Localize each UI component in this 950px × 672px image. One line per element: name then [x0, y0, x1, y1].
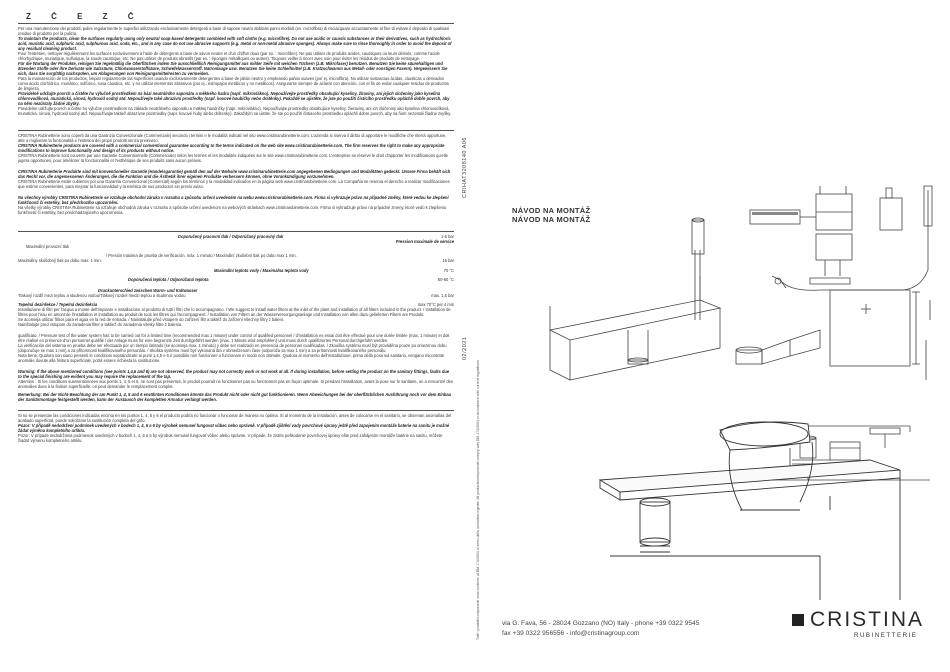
qualified-p1: qualificato. / Pressure test of the water system has to be carried out for a limited time (recommended max 1 minute) under control of qualified personnel / d'installation es essai doit être effectué pour une durée limitée (max. 1 minute) et doit être réalisé en présence d'un personnel qualifié / der Anlage muss für eine begrenzte Zeit durchgeführt werden (max. 1 Minute wird empfohlen) und muss durch qualifiziertes Personal durchgeführt werden.	[18, 333, 450, 344]
maintenance-es: Para la manutención de los productos, limpiar regularmente las superficies usando exclusivamente detergentes a base de jabón neutro y empleando paños suaves (por ej. microfibra). No utilizar sustancias ácidas, cáusticas o derivados como ácido clorhídrico, muriático, sulfúrico, sosa cáustica, etc. y no utilizar elementos abrasivos (por ej.: estropajos metálicos y no metálicos). Asegurarse siempre de aclarar con atención, con el fin de evitar cualquier residuo de productos de limpieza.	[18, 76, 449, 91]
maintenance-sk: Pravidelne udržujte povrch a čistite ho výlučne prostriedkom na základe neutrálneho saponátu a mäkkej handričky (napr. mikrovlákno). Nepoužívajte prostriedky obsahujúce kyseliny, žieraviny, ani ich zlúčeniny ako kyselina chlorovodíková, muriatická, sírová, hydroxid sodný atď. Nepoužívajte taktiež abrazívne prostriedky (napr. kovové huby alebo drôtenky). Zakaždým sa uistite, že ste po použití čistiaceho prostriedku opláchli dobre povrch, aby na ňom nezostali žiadne zvyšky.	[18, 106, 452, 116]
warranty-cz: Na všechny výrobky CRISTINA Rubinetterie se vztahuje obchodní záruka v rozsahu a způsobu určení uvedeném na webu www.cristinarubinetterie.com. Firma si vyhrazuje právo na případné změny, které vedou ke zlepšení funkčnosti či estetiky, bez předchozího upozornění.	[18, 195, 449, 205]
warning-en: Warning: If the above mentioned conditions (see points 1,4,5 and 6) are not observed, the product may not correctly work or not work at all. If during installation, before setting the product on the sanitary fittings, faults due to the special finishing are evident you may require the replacement of the tap.	[18, 369, 450, 380]
instructions-text-column	[18, 12, 454, 667]
warning-de: Bemerkung: Bei der Nicht-Beachtung der am Punkt 1, 4, 5 und 6 erwähnten Konditionen könnte das Produkt nicht oder nicht gut funktionieren. Wenn Abweichungen bei der oberflächlichen Ausführung noch vor dem Einbau der Sanitärmontage festgestellt werden, kann der Austausch der kompletten Armatur verlangt werden.	[18, 392, 452, 403]
side-note: Tutti i prodotti/componenti sono conformi al DM 174/2004 ai sensi della normativa vigente. All products/components comply with DM 174/2004 in accordance with current regulations.	[476, 359, 480, 640]
maintenance-de: Für die Wartung der Produkte, reinigen Sie regelmäßig die Oberflächen indem Sie ausschließlich Reinigungsmittel aus milder Seife mit weichen Tüchern (z.B. Mikrofaser) benutzen. Benutzen Sie keine säurehaltigen und ätzenden Stoffe oder ihre Derivate wie Salzsäure, Chlorwasserstoffsäure, Schwefelwasserstoff, Natronlauge usw. Benutzen Sie keine Schleifmittel (z.B. Kratzschwamm aus Metall- oder sonstigen Fasern). Vergewissern Sie sich, dass Sie sorgfältig nachspülen, um Ablagerungen von Reinigungsmittelresten zu vermeiden.	[18, 61, 448, 76]
plan-view-top	[750, 186, 940, 290]
warning-cz: Pozor: V případě nedodržení podmínek uvedených v bodech 1, 4, 5 a 6 by výrobek nemusel fungovat vůbec nebo správně. V případě zjištění vady povrchové úpravy ještě před zapojením montáže baterie na sanitu je možné žádat výměnu kompletního artiklu.	[18, 423, 450, 434]
spec-pressure-test-value: Maximálny skúšobný tlak po dobu max. 1 min. 16 bar	[18, 258, 454, 264]
spec-pressure-max-sub: Maximální provozní tlak	[26, 244, 70, 250]
title-line-1: NÁVOD NA MONTÁŽ	[512, 206, 591, 215]
document-code: CRIHAT3208140 A06	[462, 137, 468, 198]
install-p3: Nainštalujte pred vstupom do zariadenia filter a taktiež do zariadenia všetky filtre z balenia.	[18, 322, 183, 328]
spec-pressure-max: Pression maximale de service	[395, 239, 454, 245]
fax-email: fax +39 0322 956556 - info@cristinagroup.com	[502, 630, 640, 637]
technical-drawing	[490, 180, 940, 600]
warranty-sk: Na všetky výrobky CRISTINA Rubinetterie sa vzťahuje obchodná záruka v rozsahu a spôsobe určení uvedenom na webových stránkach www.cristinarubinetterie.com. Firma si vyhradzuje právo na prípadné zmeny, ktoré vedú k zlepšeniu funkčnosti či estetiky, bez predchádzajúceho upozornenia.	[18, 205, 447, 215]
spec-pressure-work: Doporučený pracovní tlak / Odporúčaný pracovný tlak 1-5 bar	[178, 234, 454, 239]
warranty-fr: CRISTINA Rubinetterie sont couverts par une Garantie Conventionnelle (Commerciale) selon les termes et les modalités indiquées sur le site www.cristinarubinetterie.com. L'entreprise se réserve le droit d'apporter les modifications qu'elle jugera opportunes, pour améliorer la fonctionnalité et l'esthétique de ses produits sans aucun préavis.	[18, 153, 448, 163]
logo-name: CRISTINA	[810, 608, 925, 631]
maintenance-cz: Pravidelně udržujte povrch a čistěte ho výlučně prostředkem na bázi neutrálního saponátu a měkkého hadru (např. mikrovlákno). Nepoužívejte prostředky obsahující kyseliny, žíraviny, ani jejich složeniny jako kyselina chlorovodíková, muriatická, sírová, hydroxid sodný atd. Nepoužívejte také abrazivní prostředky (např. kovové houbičky nebo drátěnky). Pokaždé se ujistěte, že jste po použití čisticího prostředku opláchli dobře povrch, aby na něm nezůstaly žádné zbytky.	[18, 91, 450, 106]
warranty-de: CRISTINA Rubinetterie Produkte sind mit konventioneller Garantie (Handelsgarantie) gemäß den auf der Website www.cristinarubinetterie.com angegebenen Bedingungen und Modalitäten gedeckt. Unsere Firma behält sich das Recht vor, die angemessenen Änderungen, die die Funktion und die Ästhetik ihrer eigenen Produkte verbessern können, ohne Vorankündigung vorzunehmen.	[18, 169, 451, 179]
qualified-p2: La verificación del sistema en prueba debe ser efectuada por un tiempo limitado (se aconseja max. 1 minuto) y debe ser realizado en presencia de personas cualificadas. / Zkouška systému musí být prováděna pouze po omezenou dobu (doporučuje se max 1 min) a za přítomnosti kvalifikovaného personálu. / Skúška systému musí byť vykonaná iba v obmedzenom čase (odporúča sa max 1 min) a za prítomnosti kvalifikovaného personálu.	[18, 343, 447, 354]
warning-sk: Pozor: V prípade nedodržania podmienok uvedených v bodoch 1, 4, 5 a 6 by výrobok nemusel fungovať vôbec alebo správne. V prípade, že zistíte poškodenie povrchovej úpravy ešte pred zahájením montáže batérie na sanitu, môžete žiadať výmenu kompletného artiklu.	[18, 433, 443, 444]
maintenance-en: To maintain the products, clean the surfaces regularly using only neutral soap-based detergents combined with soft cloths (e.g. microfibre). Do not use acidic or caustic substances or their derivatives, such as hydrochloric acid, muriatic acid, sulphuric acid, sulphurous acid, soda, etc., and in any case do not use abrasive supports (e.g. metal or non-metal abrasive sponges). Always make sure to rinse thoroughly in order to avoid the deposit of any residual cleaning product.	[18, 36, 452, 51]
divider	[18, 410, 454, 411]
warranty-en: CRISTINA Rubinetterie products are covered with a commercial conventional guarantee according to the terms indicated on the web site www.cristinarubinetterie.com. The firm reserves the right to make any appropriate modifications to improve functionality and design of its products without notice.	[18, 143, 445, 153]
install-p2: Se aconseja utilizar filtros para el agua en la red de entrada. / Nainstalujte před vstupem do zařízení filtr a taktéž do zařízení všechny filtry z balení.	[18, 317, 285, 323]
section-header: Z Č E Z Č	[26, 12, 143, 21]
spec-diff-value: Tlakový rozdíl mezi teplou a studenou vodou/Tlakový rozdiel medzi teplou a studenou vodou max. 1,5 bar	[18, 293, 454, 299]
qualified-p3: Nota bene: Qualora non siano presenti le condizioni sopraindicate ai punti 1,4,5 e 6 è possibile non funzionare o funzionare in modo non ottimale. Qualora al momento dell'installazione, prima della posa sul sanitario, vengano riscontrate anomalie dovute alla finitura superficiale, potrà essere richiesta la sostituzione.	[18, 353, 445, 364]
contact-info	[502, 619, 699, 639]
warning-es: Si no se presentan las condiciones indicadas encima en los puntos 1, 4, 5 y 6 el producto podría no funcionar o funcionar de manera no óptima. Si al momento de la instalación, antes de colocarse en el sanitario, se observan anomalías del acabado superficial, puede solicitarse la sustitución completa del grifo.	[18, 413, 452, 424]
maintenance-it: Per una manutenzione dei prodotti, pulire regolarmente le superfici utilizzando esclusivamente detergenti a base di sapone neutro abbinati panni morbidi (es. microfibra) di risciacquare accuratamente al fine di evitare il deposito di qualsiasi residuo di prodotto per la pulizia.	[18, 26, 450, 36]
logo-square-icon	[792, 614, 804, 626]
spec-disinfect: Tepelná dezinfekce / Tepelná dezinfekcia max 70°C per 4 min	[18, 302, 454, 308]
divider	[18, 23, 454, 24]
spec-temp-rec: Doporučená teplota / Odporúčaná teplota 50-60 °C	[128, 276, 454, 282]
title-line-2: NÁVOD NA MONTÁŽ	[512, 215, 591, 224]
warning-fr: Attention : Si les conditions susmentionnées aux points 1, 4, 5 et 6, ne sont pas présentes, le produit pourrait ne fonctionner pas ou fonctionner pas en façon optimale. Si pendant l'installation, avant la pose sur le sanitaire, on a rencontré des anomalies dues à la finition superficielle, on peut demander le remplacement complet.	[18, 379, 453, 390]
logo-subtitle: RUBINETTERIE	[854, 632, 918, 639]
divider	[18, 231, 454, 232]
detail-view	[600, 422, 900, 600]
spec-diff: Druckunterschied zwischen Warm- und Kaltwasser	[98, 288, 198, 294]
warranty-es: CRISTINA Rubinetterie están cubiertos por una Garantía Convencional (Comercial) según los términos y la modalidad indicados en la página web www.cristinarubinetterie.com. La Compañía se reserva el derecho a realizar modificaciones que estime convenientes, para mejorar la funcionalidad y la estética de sus productos sin previo aviso.	[18, 179, 450, 189]
document-date: 02/2021	[462, 336, 468, 360]
install-p1: Installazione di filtri per l'acqua a monte dell'impianto e installazione al prodotto di tutti i filtri che lo accompagnano. / We suggest to install water filters at the inlet of the plant and installation of all filters included in the product. / Installation de filtres pour l'eau en amont de l'installation et installation au produit de tous les filtres qui l'accompagnent. / Installation von Filtern an der Wasserversorgungsanlage und Installation von allen dazu gelieferten Filtern am Produkt.	[18, 307, 451, 318]
spec-pressure-test: / Presión máxima de prueba de verificación, máx. 1 minuto / Maximální zkušební tlak po dobu max 1 min.	[106, 253, 297, 259]
dimension-box	[830, 290, 930, 380]
maintenance-fr: Pour l'entretien, nettoyer régulièrement les surfaces exclusivement à l'aide de détergents à base de savon neutre et d'un chiffon doux (par ex. : microfibre). Ne pas utiliser de produits acides, caustiques ou leurs dérivés, comme l'acide chlorhydrique, muriatique, sulfurique, la soude caustique, etc. Ne pas utiliser de produits abrasifs (par ex. : éponges métalliques ou autres). Toujours veiller à rincer avec soin pour éviter les résidus de produits de nettoyage.	[18, 51, 440, 61]
spec-temp-max: Maximální teplota vody / Maximálna teplota vody 70 °C	[214, 267, 454, 273]
divider	[18, 130, 454, 131]
warranty-it: CRISTINA Rubinetterie sono coperti da una Garanzia Convenzionale (Commerciale) secondo i termini e le modalità indicati nel sito www.cristinarubinetterie.com. L'azienda si riserva il diritto di apportare le modifiche che riterrà opportune, atte a migliorare la funzionalità e l'estetica dei propri prodotti senza preavviso.	[18, 133, 447, 143]
address: via G. Fava, 56 - 28024 Gozzano (NO) Italy - phone +39 0322 9545	[502, 620, 700, 627]
isometric-view	[550, 218, 820, 380]
